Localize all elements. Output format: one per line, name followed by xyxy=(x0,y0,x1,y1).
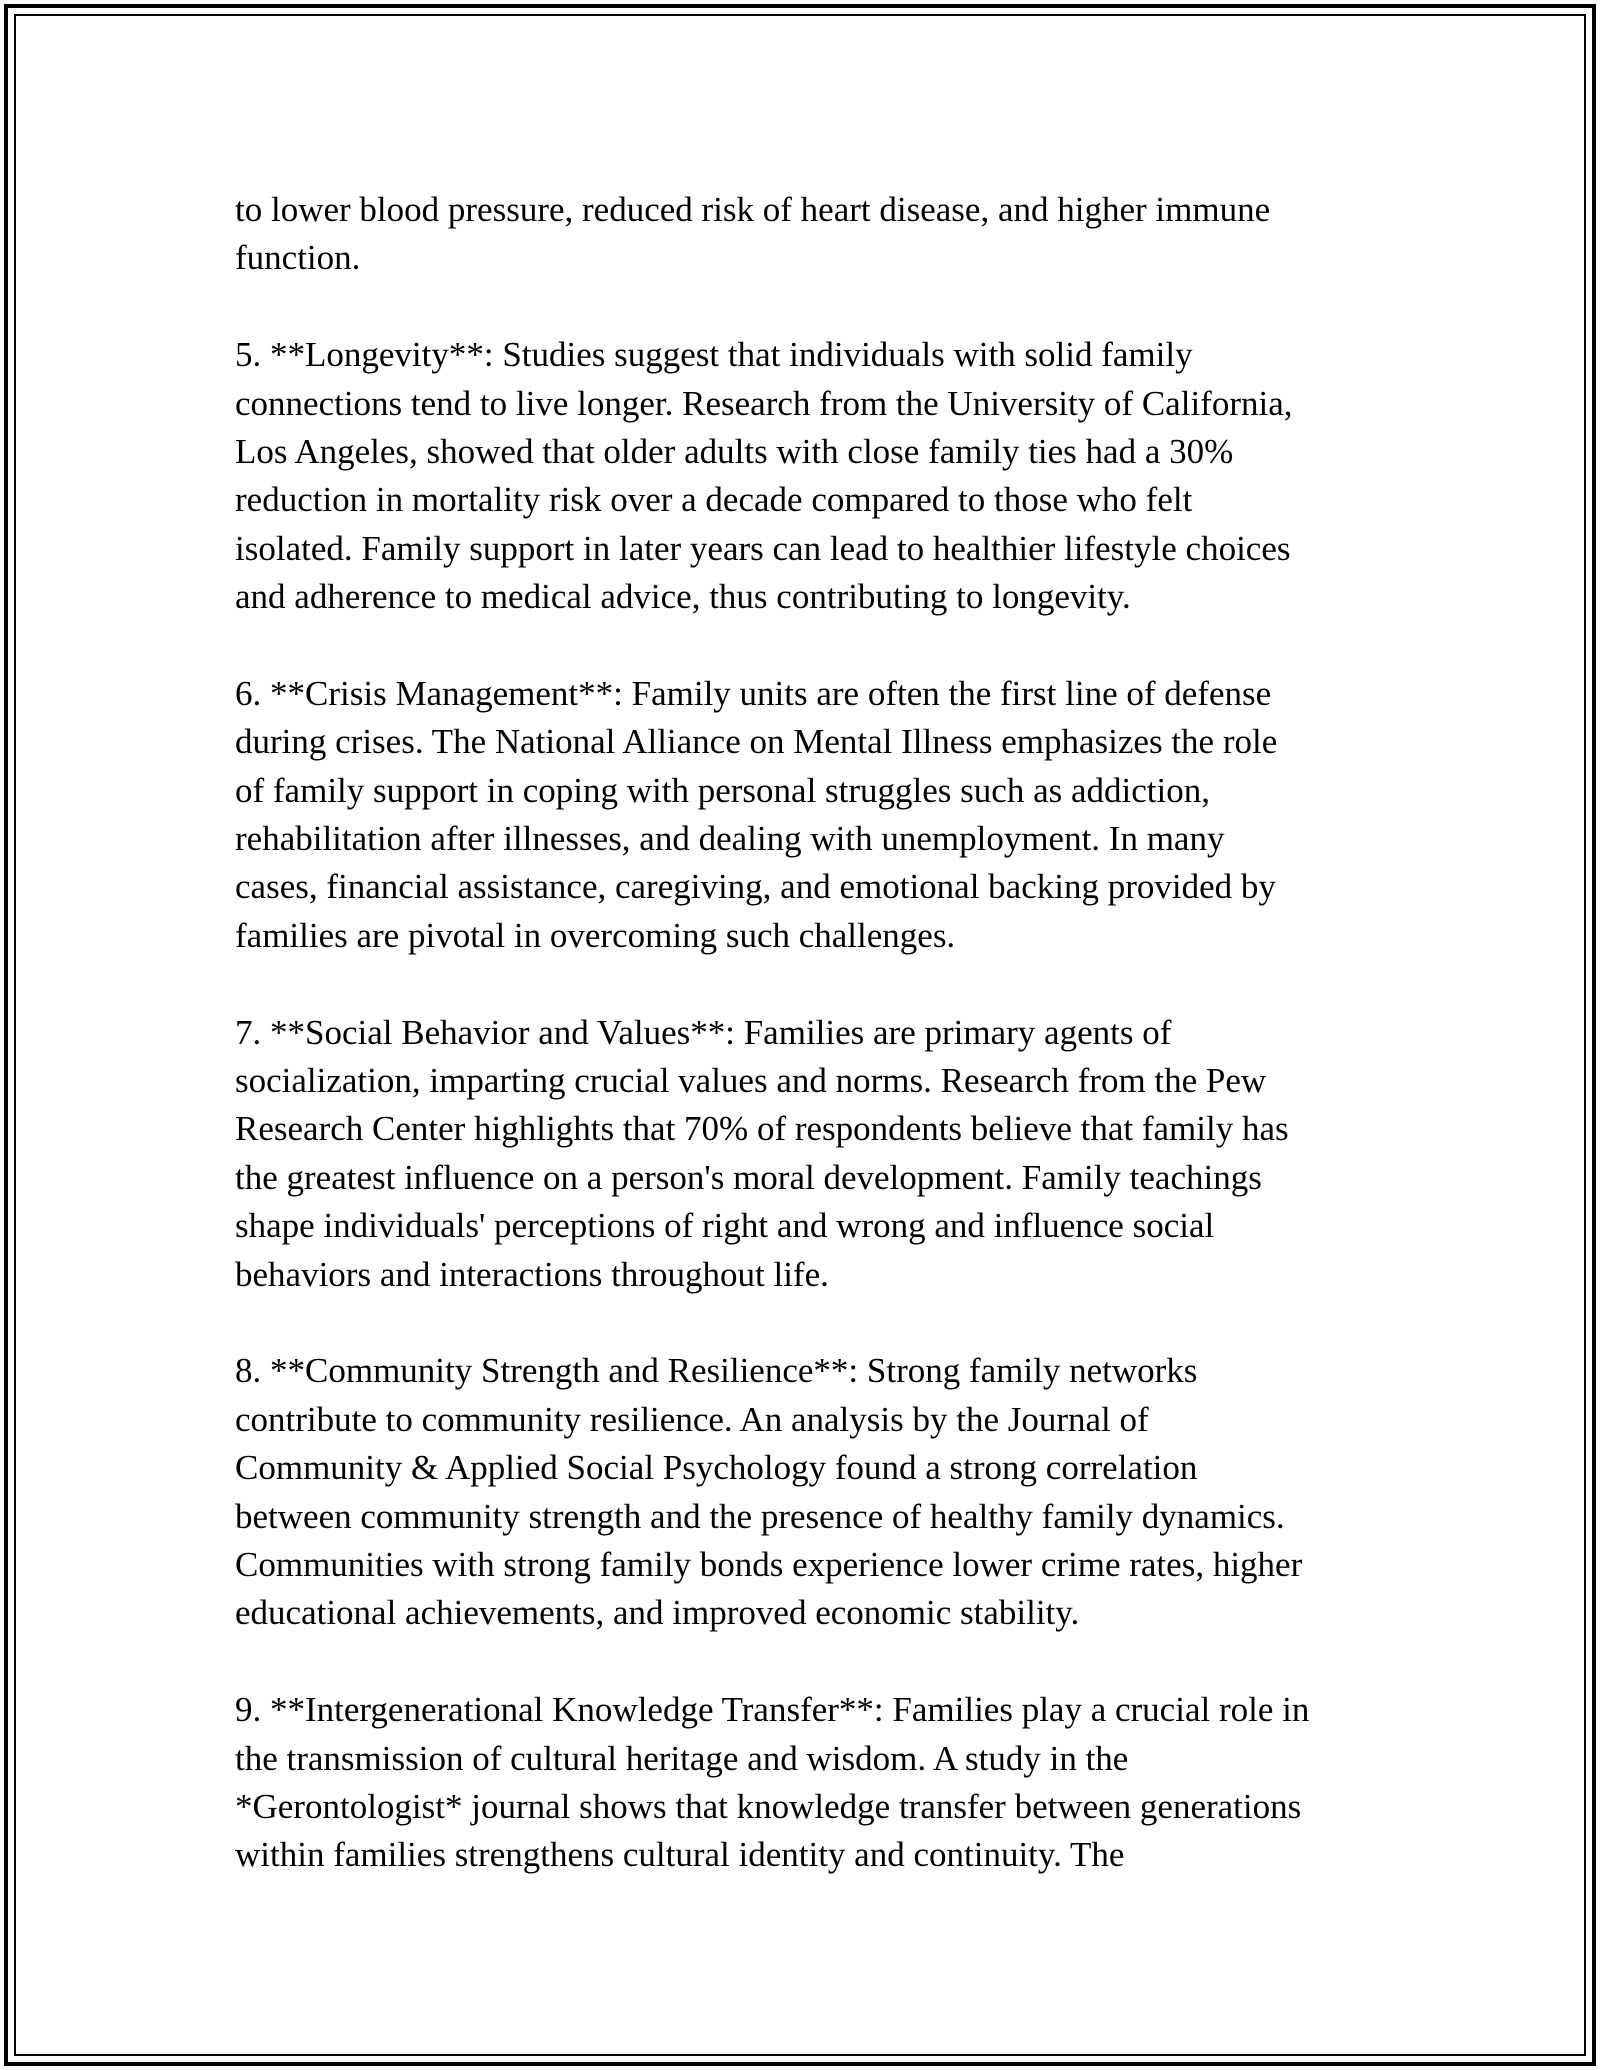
text-line: the greatest influence on a person's moral development. Family teachings xyxy=(235,1157,1262,1197)
text-line: 7. **Social Behavior and Values**: Families are primary agents of xyxy=(235,1012,1172,1052)
text-line: *Gerontologist* journal shows that knowledge transfer between generations xyxy=(235,1786,1302,1826)
paragraph-crisis-management xyxy=(235,670,1375,960)
text-line: function. xyxy=(235,238,361,278)
text-line: contribute to community resilience. An analysis by the Journal of xyxy=(235,1399,1149,1439)
text-line: 5. **Longevity**: Studies suggest that individuals with solid family xyxy=(235,335,1193,375)
text-line: during crises. The National Alliance on Mental Illness emphasizes the role xyxy=(235,722,1278,762)
paragraph-gap xyxy=(235,283,1375,331)
text-line: 8. **Community Strength and Resilience**: Strong family networks xyxy=(235,1351,1198,1391)
text-line: isolated. Family support in later years can lead to healthier lifestyle choices xyxy=(235,528,1291,568)
text-line: behaviors and interactions throughout life. xyxy=(235,1254,829,1294)
text-line: 9. **Intergenerational Knowledge Transfer**: Families play a crucial role in xyxy=(235,1690,1310,1730)
document-body xyxy=(235,186,1375,1880)
paragraph-gap xyxy=(235,960,1375,1008)
paragraph-social-behavior xyxy=(235,1009,1375,1299)
text-line: Research Center highlights that 70% of respondents believe that family has xyxy=(235,1109,1289,1149)
text-line: 6. **Crisis Management**: Family units are often the first line of defense xyxy=(235,673,1272,713)
text-line: reduction in mortality risk over a decade compared to those who felt xyxy=(235,480,1193,520)
text-line: socialization, imparting crucial values and norms. Research from the Pew xyxy=(235,1061,1267,1101)
text-line: cases, financial assistance, caregiving, and emotional backing provided by xyxy=(235,867,1276,907)
text-line: between community strength and the presence of healthy family dynamics. xyxy=(235,1496,1285,1536)
text-line: and adherence to medical advice, thus contributing to longevity. xyxy=(235,577,1131,617)
paragraph-gap xyxy=(235,1299,1375,1347)
paragraph-community-strength xyxy=(235,1347,1375,1637)
text-line: connections tend to live longer. Research from the University of California, xyxy=(235,383,1293,423)
text-line: Communities with strong family bonds experience lower crime rates, higher xyxy=(235,1544,1303,1584)
text-line: rehabilitation after illnesses, and dealing with unemployment. In many xyxy=(235,819,1225,859)
text-line: of family support in coping with personal struggles such as addiction, xyxy=(235,770,1210,810)
paragraph-gap xyxy=(235,622,1375,670)
text-line: shape individuals' perceptions of right and wrong and influence social xyxy=(235,1206,1215,1246)
text-line: educational achievements, and improved economic stability. xyxy=(235,1593,1080,1633)
paragraph-gap xyxy=(235,1638,1375,1686)
paragraph-immune-continuation xyxy=(235,186,1375,283)
text-line: the transmission of cultural heritage and wisdom. A study in the xyxy=(235,1738,1129,1778)
text-line: Community & Applied Social Psychology found a strong correlation xyxy=(235,1448,1198,1488)
text-line: to lower blood pressure, reduced risk of heart disease, and higher immune xyxy=(235,190,1271,229)
paragraph-longevity xyxy=(235,331,1375,621)
paragraph-intergenerational-knowledge xyxy=(235,1686,1375,1880)
text-line: families are pivotal in overcoming such challenges. xyxy=(235,915,956,955)
text-line: Los Angeles, showed that older adults with close family ties had a 30% xyxy=(235,431,1234,471)
text-line: within families strengthens cultural identity and continuity. The xyxy=(235,1835,1125,1875)
